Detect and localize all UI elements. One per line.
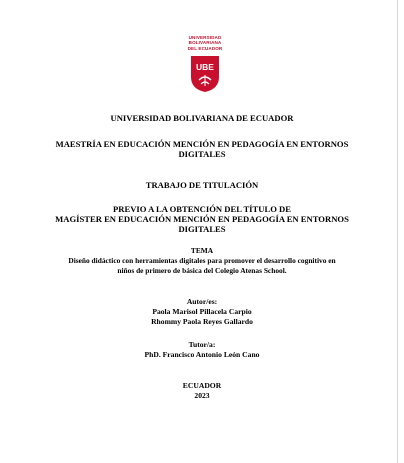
work-type: TRABAJO DE TITULACIÓN: [145, 180, 259, 190]
program-line-2: DIGITALES: [178, 149, 226, 159]
university-name: UNIVERSIDAD BOLIVARIANA DE ECUADOR: [110, 113, 294, 123]
logo-badge-text: UBE: [196, 62, 214, 73]
logo-text-line-3: DEL ECUADOR: [187, 45, 223, 51]
university-logo: [170, 35, 240, 93]
topic-label: TEMA: [190, 246, 214, 255]
place: ECUADOR: [182, 381, 222, 390]
topic-line-1: Diseño didáctico con herramientas digitales para promover el desarrollo cognitivo en: [68, 256, 336, 265]
logo-text-line-1: UNIVERSIDAD: [188, 35, 222, 40]
degree-line-1: PREVIO A LA OBTENCIÓN DEL TÍTULO DE: [113, 204, 291, 214]
topic-line-2: niños de primero de básica del Colegio Atenas School.: [117, 266, 287, 275]
program-line-1: MAESTRÍA EN EDUCACIÓN MENCIÓN EN PEDAGOGÍA EN ENTORNOS: [55, 139, 349, 149]
degree-line-2: MAGÍSTER EN EDUCACIÓN MENCIÓN EN PEDAGOGÍA EN ENTORNOS: [55, 214, 349, 224]
author-name-1: Paola Marisol Pillacela Carpio: [152, 307, 252, 316]
tutor-label: Tutor/a:: [188, 340, 216, 349]
ube-shield-icon: [190, 55, 220, 93]
author-name-2: Rhommy Paola Reyes Gallardo: [151, 317, 253, 326]
logo-text-line-2: BOLIVARIANA: [188, 40, 222, 46]
degree-line-3: DIGITALES: [178, 224, 226, 234]
year: 2023: [194, 391, 210, 400]
tutor-name: PhD. Francisco Antonio León Cano: [144, 350, 260, 359]
authors-label: Autor/es:: [186, 297, 218, 306]
